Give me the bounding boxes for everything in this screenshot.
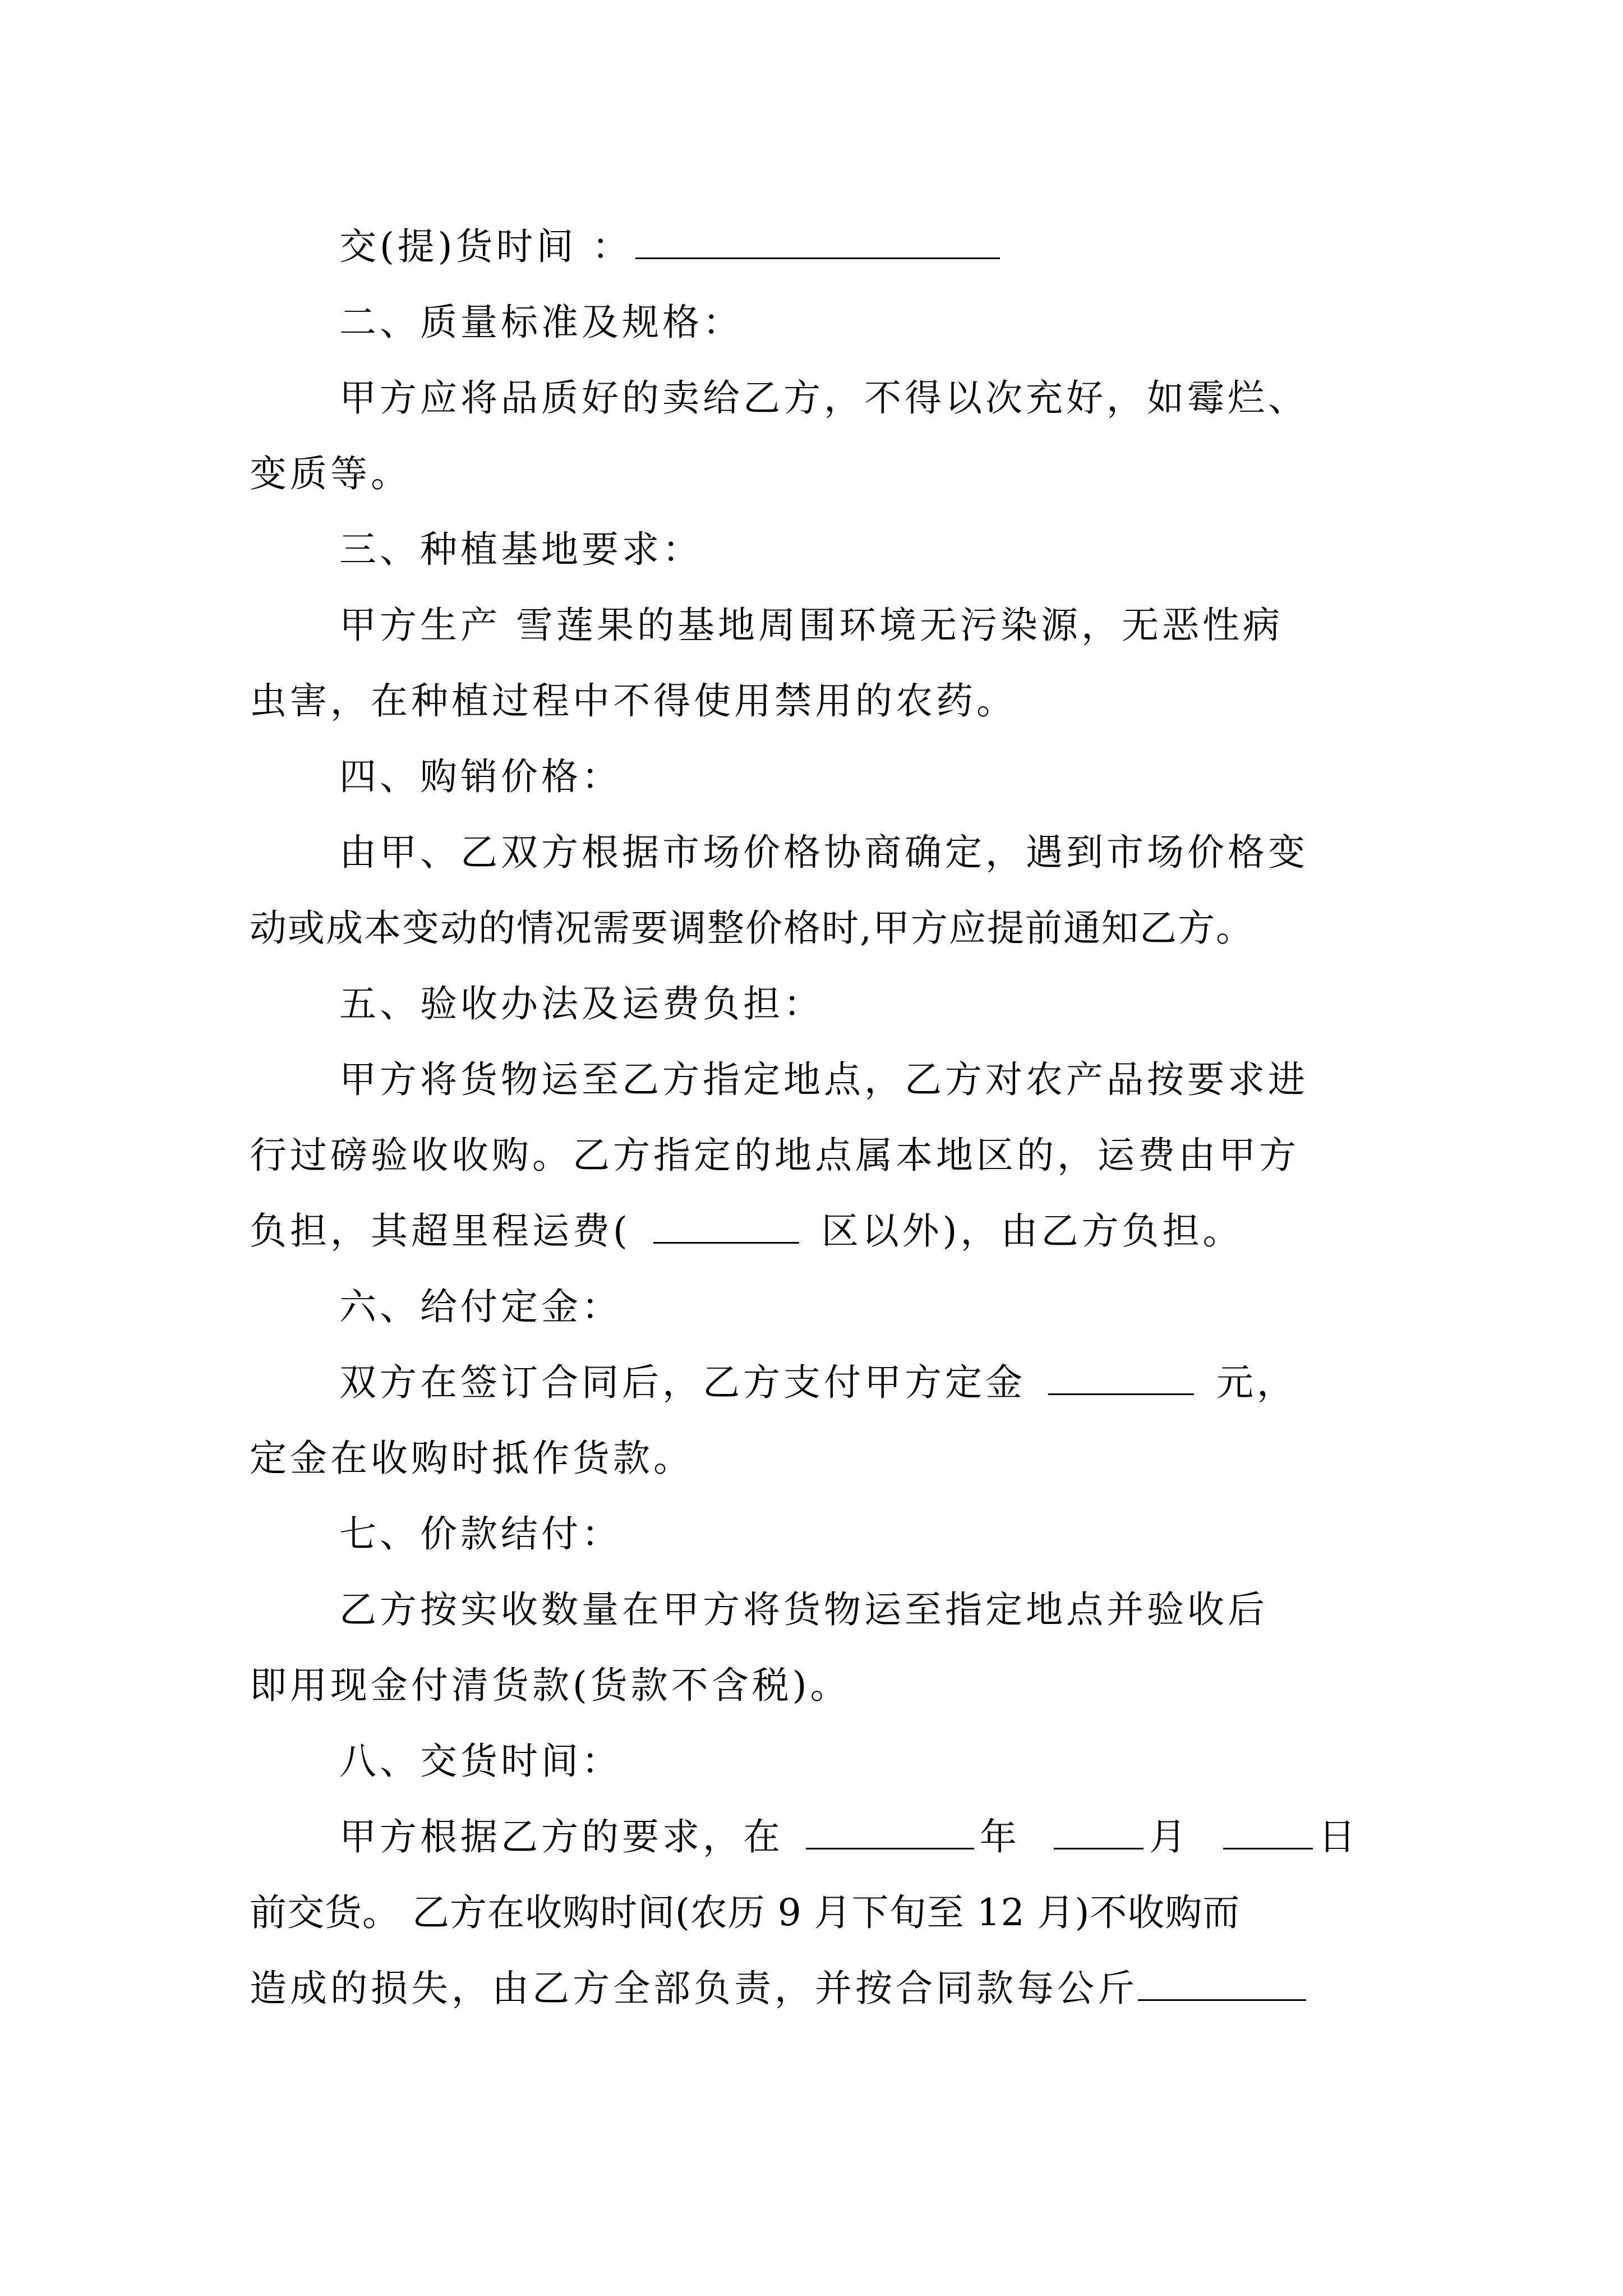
freight-text-pre: 负担，其超里程运费( [250, 1209, 631, 1253]
penalty-amount-blank [1138, 1964, 1306, 2001]
paragraph-line: 甲方生产 雪莲果的基地周围环境无污染源，无恶性病 [339, 604, 1283, 647]
section-7-heading: 七、价款结付： [339, 1512, 622, 1556]
paragraph-line: 即用现金付清货款(货款不含税)。 [250, 1664, 851, 1707]
freight-text-post: 区以外)，由乙方负担。 [821, 1209, 1243, 1253]
delivery-time-label: 交(提)货时间 ： [339, 225, 633, 268]
section-2-heading: 二、质量标准及规格： [339, 301, 743, 344]
paragraph-line: 前交货。 乙方在收购时间(农历 9 月下旬至 12 月)不收购而 [250, 1891, 1241, 1934]
year-label: 年 [980, 1815, 1020, 1858]
day-blank [1223, 1813, 1313, 1849]
penalty-text: 造成的损失，由乙方全部负责，并按合同款每公斤 [250, 1967, 1138, 2010]
paragraph-line: 动或成本变动的情况需要调整价格时,甲方应提前通知乙方。 [250, 907, 1254, 950]
paragraph-line: 变质等。 [250, 452, 411, 495]
paragraph-line: 由甲、乙双方根据市场价格协商确定，遇到市场价格变 [339, 831, 1308, 874]
deposit-text-pre: 双方在签订合同后，乙方支付甲方定金 [339, 1361, 1026, 1404]
paragraph-line: 甲方应将品质好的卖给乙方，不得以次充好，如霉烂、 [339, 376, 1308, 420]
deposit-line [339, 1358, 1297, 1408]
delivery-date-text-pre: 甲方根据乙方的要求，在 [339, 1815, 783, 1858]
paragraph-line: 定金在收购时抵作货款。 [250, 1437, 694, 1480]
section-6-heading: 六、给付定金： [339, 1285, 622, 1328]
section-8-heading: 八、交货时间： [339, 1740, 622, 1783]
section-4-heading: 四、购销价格： [339, 755, 622, 798]
delivery-time-blank [635, 223, 1000, 259]
section-5-heading: 五、验收办法及运费负担： [339, 982, 824, 1025]
day-label: 日 [1318, 1815, 1359, 1858]
paragraph-line: 甲方将货物运至乙方指定地点，乙方对农产品按要求进 [339, 1058, 1308, 1101]
delivery-date-line [339, 1812, 1359, 1862]
paragraph-line: 行过磅验收收购。乙方指定的地点属本地区的，运费由甲方 [250, 1134, 1299, 1177]
freight-line [250, 1206, 1243, 1257]
month-label: 月 [1149, 1815, 1189, 1858]
penalty-line [250, 1963, 1306, 2014]
deposit-text-post: 元， [1216, 1361, 1297, 1404]
year-blank [806, 1813, 974, 1849]
paragraph-line: 乙方按实收数量在甲方将货物运至指定地点并验收后 [339, 1588, 1268, 1631]
freight-region-blank [653, 1207, 799, 1244]
section-3-heading: 三、种植基地要求： [339, 528, 703, 571]
month-blank [1054, 1813, 1144, 1849]
paragraph-line: 虫害，在种植过程中不得使用禁用的农药。 [250, 679, 1017, 723]
delivery-time-line [339, 222, 1003, 272]
deposit-amount-blank [1048, 1359, 1194, 1395]
